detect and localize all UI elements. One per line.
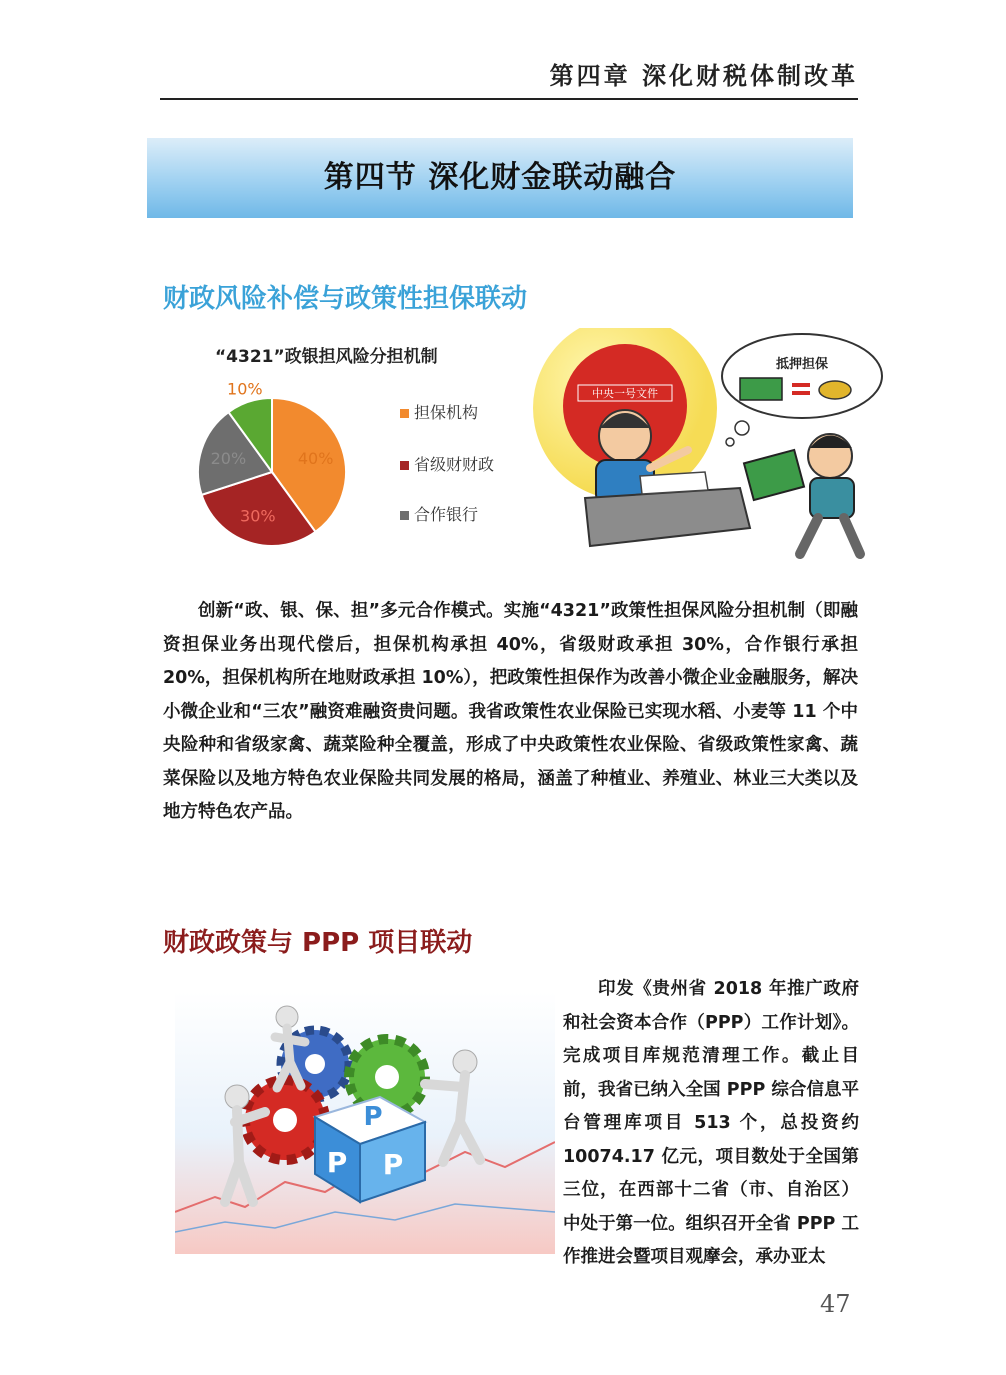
legend-item-bank [400, 502, 478, 525]
legend-swatch-province [400, 461, 409, 470]
legend-item-province [400, 452, 494, 475]
cartoon-bubble-text: 抵押担保 [775, 357, 829, 372]
cube-letter-top: P [363, 1102, 383, 1132]
pie-label-3: 10% [227, 379, 263, 399]
chart-title: “4321”政银担风险分担机制 [215, 347, 438, 367]
cube-letter-left: P [326, 1146, 348, 1179]
pie-chart [185, 372, 365, 557]
page-number: 47 [820, 1290, 851, 1318]
legend-label-bank: 合作银行 [414, 505, 479, 524]
running-header [160, 58, 858, 100]
subsection-title-ppp: 财政政策与 PPP 项目联动 [163, 928, 473, 958]
cube-letter-right: P [382, 1148, 404, 1181]
cartoon-banner-text: 中央一号文件 [592, 387, 658, 400]
chapter-title: 第四章 深化财税体制改革 [549, 61, 858, 90]
legend-swatch-guarantee [400, 409, 409, 418]
subsection-title-risk: 财政风险补偿与政策性担保联动 [163, 284, 528, 314]
pie-label-0: 40% [297, 448, 334, 468]
legend-label-guarantee: 担保机构 [414, 403, 479, 422]
pie-label-1: 30% [240, 506, 276, 526]
legend-item-guarantee [400, 400, 478, 423]
legend-label-province: 省级财财政 [414, 455, 495, 474]
section-title: 第四节 深化财金联动融合 [323, 160, 677, 195]
paragraph-risk-guarantee: 创新“政、银、保、担”多元合作模式。实施“4321”政策性担保风险分担机制（即融资担保业务出现代偿后，担保机构承担 40%，省级财政承担 30%，合作银行承担 20%，担保机构所在地财政承担 10%），把政策性担保作为改善小微企业金融服务，解决小微企业和“三农”融资难融资贵问题。我省政策性农业保险已实现水稻、小麦等 11 个中央险种和省级家禽、蔬菜险种全覆盖，形成了中央政策性农业保险、省级政策性家禽、蔬菜保险以及地方特色农业保险共同发展的格局，涵盖了种植业、养殖业、林业三大类以及地方特色农产品。 [163, 601, 858, 822]
legend-swatch-bank [400, 511, 409, 520]
pie-label-2: 20% [210, 448, 247, 468]
section-banner [147, 138, 853, 218]
paragraph-ppp: 印发《贵州省 2018 年推广政府和社会资本合作（PPP）工作计划》。完成项目库规范清理工作。截止目前，我省已纳入全国 PPP 综合信息平台管理库项目 513 个，总投资约 10074.17 亿元，项目数处于全国第三位，在西部十二省（市、自治区）中处于第一位。组织召开全省 PPP 工作推进会暨项目观摩会，承办亚太 [563, 979, 859, 1267]
cartoon-illustration [530, 328, 888, 564]
ppp-gears-illustration [175, 992, 555, 1254]
